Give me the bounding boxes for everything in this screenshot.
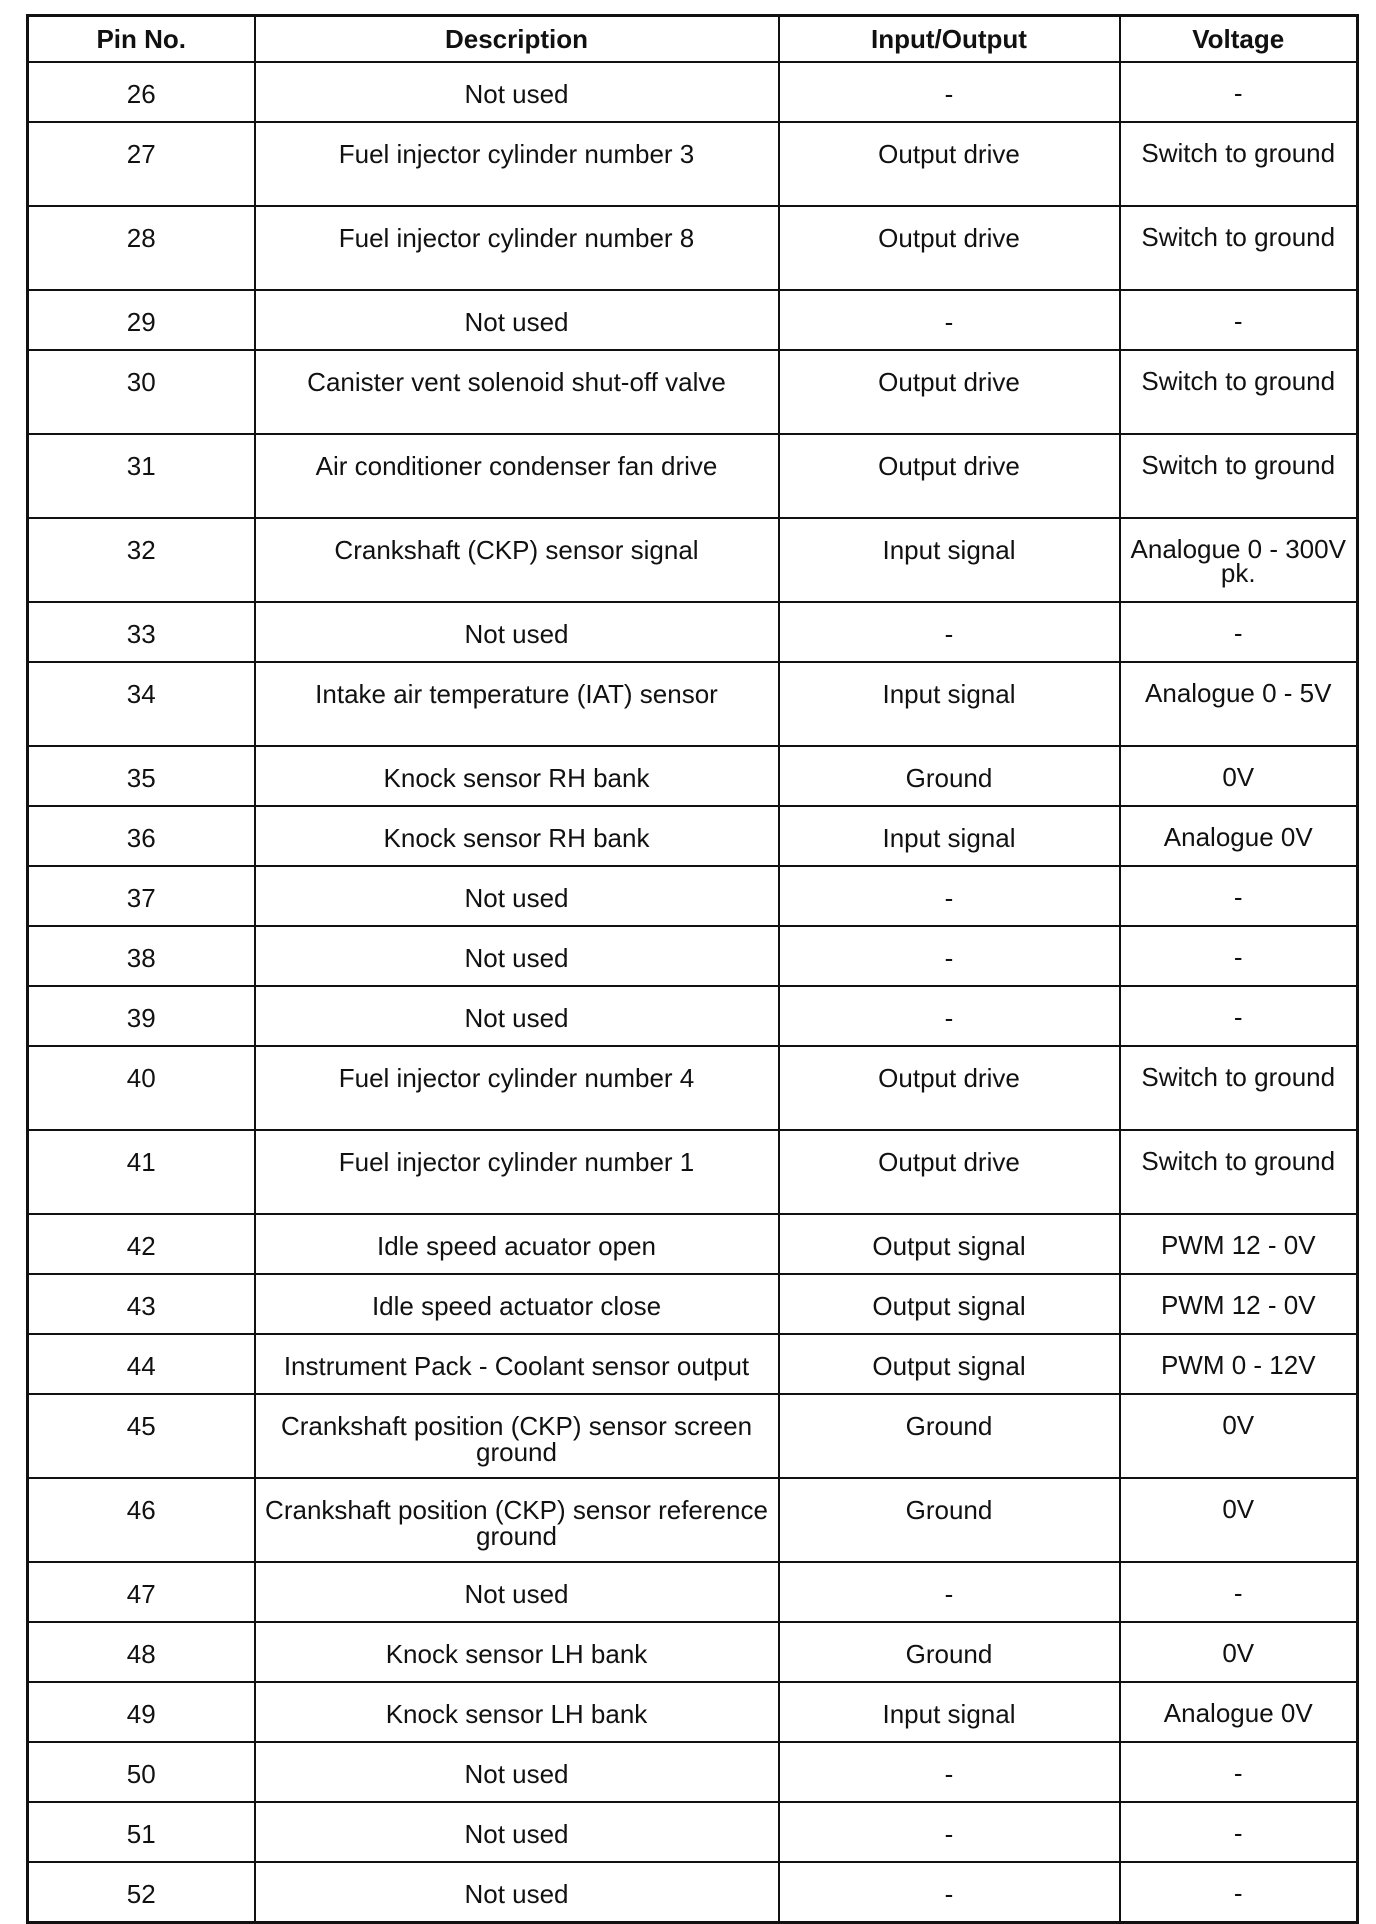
description-cell: Crankshaft (CKP) sensor signal	[255, 518, 779, 602]
table-body	[28, 62, 1358, 1923]
io-cell: -	[779, 1742, 1120, 1802]
io-cell: Output drive	[779, 434, 1120, 518]
pin-cell: 43	[28, 1274, 255, 1334]
table-row	[28, 1682, 1358, 1742]
pin-cell: 44	[28, 1334, 255, 1394]
description-cell: Crankshaft position (CKP) sensor screen ground	[255, 1394, 779, 1478]
pin-cell: 51	[28, 1802, 255, 1862]
pin-cell: 36	[28, 806, 255, 866]
description-cell: Fuel injector cylinder number 8	[255, 206, 779, 290]
pin-cell: 39	[28, 986, 255, 1046]
description-cell: Not used	[255, 62, 779, 122]
description-cell: Intake air temperature (IAT) sensor	[255, 662, 779, 746]
table-row	[28, 746, 1358, 806]
pin-cell: 45	[28, 1394, 255, 1478]
pin-cell: 30	[28, 350, 255, 434]
voltage-cell: 0V	[1120, 1622, 1358, 1682]
io-cell: Ground	[779, 1478, 1120, 1562]
io-cell: Ground	[779, 746, 1120, 806]
table-header	[28, 16, 1358, 63]
voltage-cell: -	[1120, 1862, 1358, 1923]
voltage-cell: -	[1120, 1802, 1358, 1862]
table-row	[28, 1334, 1358, 1394]
description-cell: Crankshaft position (CKP) sensor reference ground	[255, 1478, 779, 1562]
io-cell: -	[779, 1802, 1120, 1862]
pin-cell: 50	[28, 1742, 255, 1802]
voltage-cell: Switch to ground	[1120, 1130, 1358, 1214]
description-cell: Canister vent solenoid shut-off valve	[255, 350, 779, 434]
voltage-cell: -	[1120, 290, 1358, 350]
pin-cell: 33	[28, 602, 255, 662]
pin-cell: 47	[28, 1562, 255, 1622]
voltage-cell: -	[1120, 1742, 1358, 1802]
table-row	[28, 1394, 1358, 1478]
header-description: Description	[255, 16, 779, 63]
description-cell: Fuel injector cylinder number 3	[255, 122, 779, 206]
io-cell: -	[779, 1862, 1120, 1923]
table-row	[28, 1274, 1358, 1334]
voltage-cell: PWM 12 - 0V	[1120, 1214, 1358, 1274]
description-cell: Instrument Pack - Coolant sensor output	[255, 1334, 779, 1394]
voltage-cell: -	[1120, 926, 1358, 986]
table-row	[28, 434, 1358, 518]
voltage-cell: Analogue 0V	[1120, 1682, 1358, 1742]
voltage-cell: 0V	[1120, 1394, 1358, 1478]
pin-cell: 28	[28, 206, 255, 290]
pin-cell: 41	[28, 1130, 255, 1214]
description-cell: Not used	[255, 1802, 779, 1862]
voltage-cell: -	[1120, 62, 1358, 122]
pin-table	[26, 14, 1359, 1924]
description-cell: Air conditioner condenser fan drive	[255, 434, 779, 518]
description-cell: Not used	[255, 290, 779, 350]
table-row	[28, 662, 1358, 746]
table-row	[28, 350, 1358, 434]
io-cell: Input signal	[779, 662, 1120, 746]
voltage-cell: Analogue 0 - 300V pk.	[1120, 518, 1358, 602]
table-row	[28, 290, 1358, 350]
table-row	[28, 1130, 1358, 1214]
voltage-cell: -	[1120, 866, 1358, 926]
pin-cell: 46	[28, 1478, 255, 1562]
io-cell: -	[779, 602, 1120, 662]
table-row	[28, 1862, 1358, 1923]
voltage-cell: -	[1120, 602, 1358, 662]
io-cell: -	[779, 866, 1120, 926]
io-cell: Output signal	[779, 1334, 1120, 1394]
io-cell: Output signal	[779, 1214, 1120, 1274]
description-cell: Not used	[255, 866, 779, 926]
description-cell: Not used	[255, 1862, 779, 1923]
pin-cell: 48	[28, 1622, 255, 1682]
pin-cell: 42	[28, 1214, 255, 1274]
voltage-cell: Switch to ground	[1120, 122, 1358, 206]
voltage-cell: Switch to ground	[1120, 434, 1358, 518]
io-cell: -	[779, 926, 1120, 986]
io-cell: Output drive	[779, 1046, 1120, 1130]
table-row	[28, 986, 1358, 1046]
table-row	[28, 1802, 1358, 1862]
voltage-cell: Switch to ground	[1120, 350, 1358, 434]
io-cell: -	[779, 1562, 1120, 1622]
description-cell: Fuel injector cylinder number 4	[255, 1046, 779, 1130]
io-cell: Input signal	[779, 806, 1120, 866]
io-cell: -	[779, 986, 1120, 1046]
voltage-cell: PWM 0 - 12V	[1120, 1334, 1358, 1394]
pin-cell: 26	[28, 62, 255, 122]
description-cell: Not used	[255, 986, 779, 1046]
io-cell: Output signal	[779, 1274, 1120, 1334]
description-cell: Knock sensor RH bank	[255, 746, 779, 806]
table-row	[28, 926, 1358, 986]
voltage-cell: -	[1120, 1562, 1358, 1622]
description-cell: Knock sensor LH bank	[255, 1682, 779, 1742]
table-row	[28, 1214, 1358, 1274]
table-row	[28, 62, 1358, 122]
io-cell: Output drive	[779, 1130, 1120, 1214]
pin-cell: 49	[28, 1682, 255, 1742]
table-row	[28, 122, 1358, 206]
io-cell: Output drive	[779, 350, 1120, 434]
pin-cell: 27	[28, 122, 255, 206]
table-row	[28, 1622, 1358, 1682]
io-cell: Output drive	[779, 206, 1120, 290]
io-cell: Ground	[779, 1622, 1120, 1682]
header-row	[28, 16, 1358, 63]
header-io: Input/Output	[779, 16, 1120, 63]
table-row	[28, 1046, 1358, 1130]
voltage-cell: Analogue 0 - 5V	[1120, 662, 1358, 746]
io-cell: Output drive	[779, 122, 1120, 206]
description-cell: Knock sensor LH bank	[255, 1622, 779, 1682]
table-row	[28, 206, 1358, 290]
voltage-cell: -	[1120, 986, 1358, 1046]
pin-cell: 29	[28, 290, 255, 350]
io-cell: Ground	[779, 1394, 1120, 1478]
pin-cell: 38	[28, 926, 255, 986]
description-cell: Not used	[255, 1742, 779, 1802]
voltage-cell: Switch to ground	[1120, 206, 1358, 290]
description-cell: Fuel injector cylinder number 1	[255, 1130, 779, 1214]
io-cell: Input signal	[779, 518, 1120, 602]
table-row	[28, 602, 1358, 662]
pin-cell: 31	[28, 434, 255, 518]
table-row	[28, 1742, 1358, 1802]
table-row	[28, 1562, 1358, 1622]
voltage-cell: 0V	[1120, 746, 1358, 806]
description-cell: Not used	[255, 1562, 779, 1622]
pin-cell: 35	[28, 746, 255, 806]
pin-cell: 37	[28, 866, 255, 926]
header-pin: Pin No.	[28, 16, 255, 63]
voltage-cell: 0V	[1120, 1478, 1358, 1562]
description-cell: Idle speed acuator open	[255, 1214, 779, 1274]
voltage-cell: PWM 12 - 0V	[1120, 1274, 1358, 1334]
table-row	[28, 806, 1358, 866]
description-cell: Not used	[255, 602, 779, 662]
pin-cell: 34	[28, 662, 255, 746]
io-cell: -	[779, 62, 1120, 122]
io-cell: -	[779, 290, 1120, 350]
voltage-cell: Switch to ground	[1120, 1046, 1358, 1130]
description-cell: Knock sensor RH bank	[255, 806, 779, 866]
io-cell: Input signal	[779, 1682, 1120, 1742]
table-row	[28, 866, 1358, 926]
description-cell: Not used	[255, 926, 779, 986]
pin-cell: 52	[28, 1862, 255, 1923]
description-cell: Idle speed actuator close	[255, 1274, 779, 1334]
pin-cell: 40	[28, 1046, 255, 1130]
table-row	[28, 518, 1358, 602]
voltage-cell: Analogue 0V	[1120, 806, 1358, 866]
header-voltage: Voltage	[1120, 16, 1358, 63]
pin-cell: 32	[28, 518, 255, 602]
table-row	[28, 1478, 1358, 1562]
